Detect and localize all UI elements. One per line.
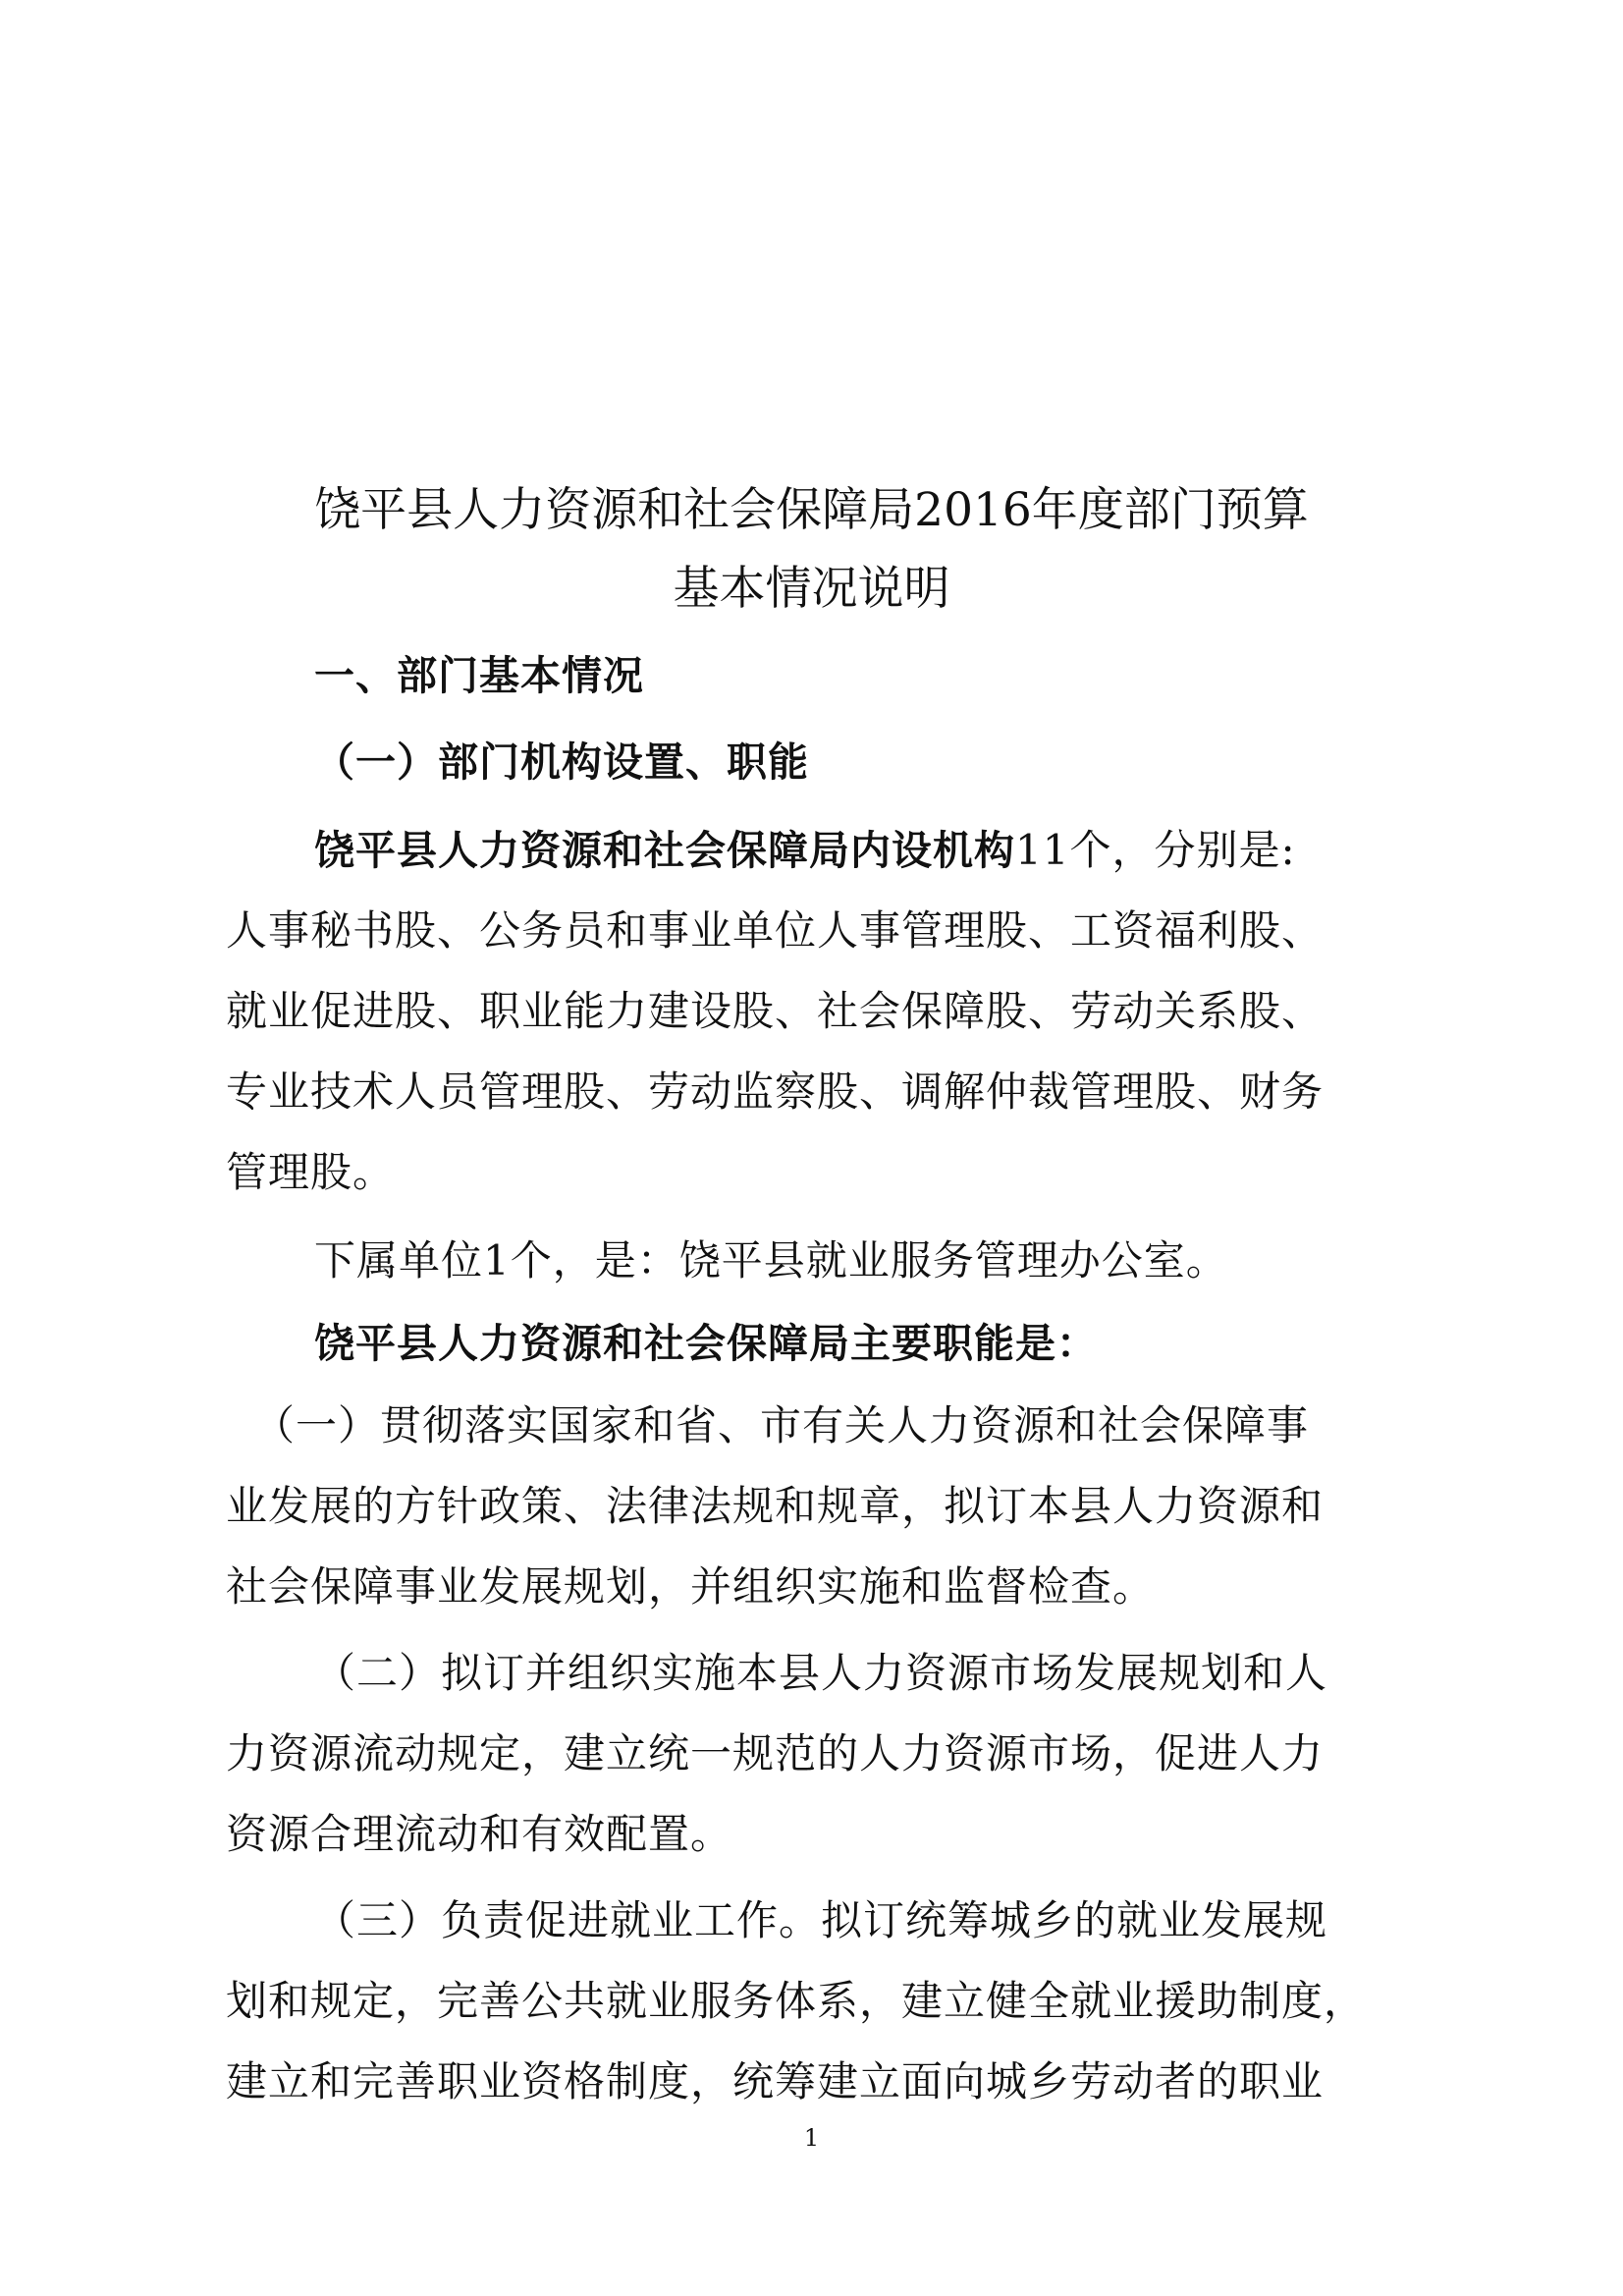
intro-bold-text: 饶平县人力资源和社会保障局内设机构: [314, 827, 1015, 874]
section-heading: 一、部门基本情况: [314, 652, 644, 699]
function-item-2-line-1: （二）拟订并组织实施本县人力资源市场发展规划和人: [314, 1649, 1328, 1697]
intro-paragraph-line-3: 就业促进股、职业能力建设股、社会保障股、劳动关系股、: [226, 987, 1325, 1035]
function-item-1-line-1: （一）贯彻落实国家和省、市有关人力资源和社会保障事: [253, 1401, 1310, 1449]
intro-paragraph-line-5: 管理股。: [226, 1148, 396, 1196]
function-item-3-line-1: （三）负责促进就业工作。拟订统筹城乡的就业发展规: [314, 1896, 1328, 1944]
page-number: 1: [803, 2124, 820, 2152]
intro-paragraph-line-2: 人事秘书股、公务员和事业单位人事管理股、工资福利股、: [226, 906, 1325, 955]
section-subheading: （一）部门机构设置、职能: [314, 738, 809, 786]
intro-paragraph-line-1: [314, 823, 1296, 878]
function-item-3-line-2: 划和规定，完善公共就业服务体系，建立健全就业援助制度，: [226, 1977, 1367, 2025]
functions-heading: 饶平县人力资源和社会保障局主要职能是：: [314, 1320, 1098, 1367]
document-title-line-1: 饶平县人力资源和社会保障局2016年度部门预算: [314, 483, 1309, 537]
intro-rest-text: 11个，分别是:: [1015, 826, 1296, 874]
function-item-2-line-3: 资源合理流动和有效配置。: [226, 1810, 733, 1858]
intro-paragraph-line-4: 专业技术人员管理股、劳动监察股、调解仲裁管理股、财务: [226, 1067, 1325, 1116]
function-item-2-line-2: 力资源流动规定，建立统一规范的人力资源市场，促进人力: [226, 1729, 1325, 1777]
function-item-1-line-3: 社会保障事业发展规划，并组织实施和监督检查。: [226, 1562, 1156, 1611]
function-item-3-line-3: 建立和完善职业资格制度，统筹建立面向城乡劳动者的职业: [226, 2057, 1325, 2105]
subordinate-unit-text: 下属单位1个，是：饶平县就业服务管理办公室。: [314, 1236, 1228, 1285]
function-item-1-line-2: 业发展的方针政策、法律法规和规章，拟订本县人力资源和: [226, 1482, 1325, 1530]
document-title-line-2: 基本情况说明: [673, 562, 950, 616]
